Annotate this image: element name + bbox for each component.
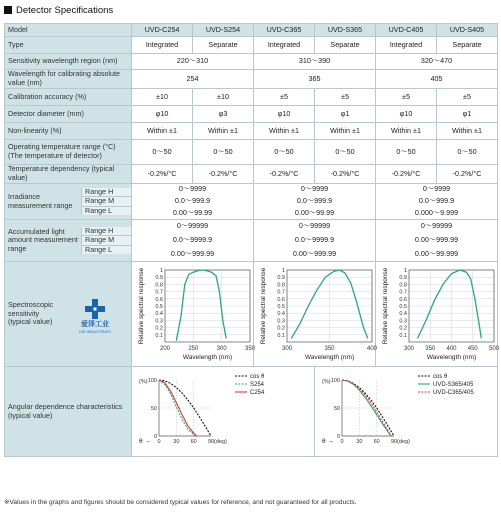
x-tick-label: 350 bbox=[324, 345, 335, 352]
non-linearity-value: Within ±1 bbox=[437, 123, 498, 140]
accumulated-value: 0.00～999.99 bbox=[376, 234, 498, 248]
accumulated-value: 0.0～9999.9 bbox=[254, 234, 376, 248]
irradiance-range-m: Range M bbox=[82, 197, 131, 207]
x-tick-label: 0 bbox=[157, 438, 161, 445]
temp-dependency-value: -0.2%/°C bbox=[437, 165, 498, 184]
x-tick-label: 300 bbox=[216, 345, 227, 352]
y-tick-label: 0 bbox=[336, 433, 340, 440]
sensitivity-value: 310～390 bbox=[254, 54, 376, 70]
irradiance-value: 0.000～9.999 bbox=[376, 208, 498, 220]
irradiance-range-h: Range H bbox=[82, 188, 131, 198]
temp-dependency-value: -0.2%/°C bbox=[193, 165, 254, 184]
type-value: Separate bbox=[193, 37, 254, 54]
x-tick-label: 300 bbox=[281, 345, 293, 352]
angular-chart-cell-2 bbox=[315, 367, 498, 457]
type-value: Integrated bbox=[254, 37, 315, 54]
theta-label: θ → bbox=[139, 437, 151, 445]
spectroscopic-row bbox=[5, 262, 498, 367]
x-tick-label: 350 bbox=[425, 345, 436, 352]
angular-label: Angular dependence characteristics (typical value) bbox=[5, 367, 132, 457]
detector-diameter-row bbox=[5, 106, 498, 123]
y-tick-label: 0.9 bbox=[277, 274, 285, 281]
irradiance-range-l: Range L bbox=[85, 205, 113, 215]
detector-diameter-label: Detector diameter (mm) bbox=[5, 106, 132, 123]
x-axis-label: Wavelength (nm) bbox=[304, 353, 355, 361]
angular-chart-254 bbox=[135, 368, 318, 456]
calibration-accuracy-value: ±5 bbox=[254, 89, 315, 106]
spectroscopic-cell bbox=[5, 262, 132, 367]
y-tick-label: 0.6 bbox=[399, 296, 407, 303]
irradiance-value: 0～9999 bbox=[132, 184, 254, 196]
accumulated-label: Accumulated light amount measurement range bbox=[5, 227, 82, 255]
spectral-chart-cell-1 bbox=[132, 262, 254, 367]
operating-temp-label: Operating temperature range (°C) (The temperature of detector) bbox=[5, 140, 132, 165]
y-tick-label: 100 bbox=[330, 377, 340, 384]
detector-diameter-value: φ3 bbox=[193, 106, 254, 123]
temp-dependency-value: -0.2%/°C bbox=[376, 165, 437, 184]
non-linearity-label: Non-linearity (%) bbox=[5, 123, 132, 140]
y-tick-label: 0.5 bbox=[399, 303, 407, 310]
y-tick-label: 0.7 bbox=[399, 289, 407, 296]
y-tick-label: 0.5 bbox=[277, 303, 285, 310]
x-tick-label: 90 bbox=[207, 438, 215, 445]
spectral-chart-cell-3 bbox=[376, 262, 498, 367]
x-tick-label: 400 bbox=[366, 345, 378, 352]
y-tick-label: 0.2 bbox=[155, 325, 163, 332]
operating-temp-value: 0～50 bbox=[132, 140, 193, 165]
legend-label: cos θ bbox=[250, 373, 265, 380]
footnote: ※Values in the graphs and figures should be considered typical values for reference, and not guaranteed for all products. bbox=[4, 499, 357, 506]
x-axis-label: Wavelength (nm) bbox=[426, 353, 477, 361]
model-label: Model bbox=[5, 24, 132, 37]
spec-table bbox=[4, 23, 498, 457]
operating-temp-row bbox=[5, 140, 498, 165]
y-axis-label: Relative spectral response bbox=[382, 267, 389, 344]
calibration-accuracy-value: ±5 bbox=[315, 89, 376, 106]
calibrating-wavelength-value: 365 bbox=[254, 70, 376, 89]
calibration-accuracy-row bbox=[5, 89, 498, 106]
y-tick-label: 1 bbox=[403, 267, 407, 274]
x-tick-label: 60 bbox=[373, 438, 380, 445]
spectral-curve bbox=[418, 270, 482, 338]
calibration-accuracy-label: Calibration accuracy (%) bbox=[5, 89, 132, 106]
y-tick-label: 0.8 bbox=[277, 281, 285, 288]
y-unit-label: (%) bbox=[322, 378, 331, 385]
logo bbox=[62, 294, 128, 334]
spectroscopic-label: Spectroscopic sensitivity (typical value) bbox=[8, 300, 54, 327]
x-unit-label: (deg) bbox=[214, 438, 227, 445]
calibration-accuracy-value: ±10 bbox=[132, 89, 193, 106]
accumulated-value: 0～99999 bbox=[132, 220, 254, 234]
non-linearity-value: Within ±1 bbox=[193, 123, 254, 140]
model-row bbox=[5, 24, 498, 37]
y-tick-label: 0.3 bbox=[399, 317, 407, 324]
legend-label: UVD-S365/405 bbox=[433, 381, 474, 388]
sensitivity-label: Sensitivity wavelength region (nm) bbox=[5, 54, 132, 70]
irradiance-value: 0.0～999.9 bbox=[376, 196, 498, 208]
calibration-accuracy-value: ±5 bbox=[376, 89, 437, 106]
accumulated-value: 0～99999 bbox=[254, 220, 376, 234]
temp-dependency-value: -0.2%/°C bbox=[254, 165, 315, 184]
logo-name: 爱泽工业 bbox=[81, 321, 109, 328]
y-tick-label: 0.2 bbox=[277, 325, 285, 332]
detector-diameter-value: φ1 bbox=[437, 106, 498, 123]
angular-row bbox=[5, 367, 498, 457]
x-tick-label: 300 bbox=[403, 345, 415, 352]
ize-logo-icon bbox=[84, 298, 106, 320]
theta-label: θ → bbox=[322, 437, 334, 445]
sensitivity-value: 320～470 bbox=[376, 54, 498, 70]
y-tick-label: 0.8 bbox=[399, 281, 407, 288]
angular-chart-365-405 bbox=[318, 368, 501, 456]
non-linearity-value: Within ±1 bbox=[376, 123, 437, 140]
spectral-chart-254 bbox=[135, 263, 256, 366]
y-tick-label: 0.6 bbox=[155, 296, 163, 303]
accumulated-cell bbox=[5, 220, 132, 262]
accumulated-value: 0.00～99.999 bbox=[376, 248, 498, 262]
calibration-accuracy-value: ±5 bbox=[437, 89, 498, 106]
y-tick-label: 0 bbox=[153, 433, 157, 440]
operating-temp-value: 0～50 bbox=[437, 140, 498, 165]
model-2: UVD-S254 bbox=[193, 24, 254, 37]
operating-temp-value: 0～50 bbox=[193, 140, 254, 165]
temp-dependency-value: -0.2%/°C bbox=[315, 165, 376, 184]
x-tick-label: 350 bbox=[244, 345, 256, 352]
y-tick-label: 1 bbox=[281, 267, 285, 274]
spectral-chart-cell-2 bbox=[254, 262, 376, 367]
x-tick-label: 0 bbox=[340, 438, 344, 445]
section-heading bbox=[4, 4, 113, 18]
type-value: Integrated bbox=[376, 37, 437, 54]
y-tick-label: 0.6 bbox=[277, 296, 285, 303]
non-linearity-value: Within ±1 bbox=[132, 123, 193, 140]
temp-dependency-label: Temperature dependency (typical value) bbox=[5, 165, 132, 184]
type-value: Separate bbox=[315, 37, 376, 54]
y-axis-label: Relative spectral response bbox=[260, 267, 267, 344]
y-tick-label: 0.5 bbox=[155, 303, 163, 310]
spectral-chart-365 bbox=[257, 263, 378, 366]
y-tick-label: 0.9 bbox=[399, 274, 407, 281]
x-tick-label: 450 bbox=[467, 345, 478, 352]
irradiance-value: 0.00～99.99 bbox=[254, 208, 376, 220]
y-tick-label: 1 bbox=[159, 267, 163, 274]
y-tick-label: 0.1 bbox=[155, 332, 163, 339]
irradiance-row-h bbox=[5, 184, 498, 196]
accumulated-value: 0.00～999.99 bbox=[132, 248, 254, 262]
irradiance-value: 0.0～999.9 bbox=[254, 196, 376, 208]
x-tick-label: 250 bbox=[188, 345, 199, 352]
y-tick-label: 0.4 bbox=[155, 310, 163, 317]
accumulated-range-m: Range M bbox=[82, 236, 131, 246]
x-tick-label: 90 bbox=[390, 438, 398, 445]
detector-diameter-value: φ1 bbox=[315, 106, 376, 123]
calibrating-wavelength-value: 405 bbox=[376, 70, 498, 89]
temp-dependency-value: -0.2%/°C bbox=[132, 165, 193, 184]
y-tick-label: 0.8 bbox=[155, 281, 163, 288]
irradiance-cell bbox=[5, 184, 132, 220]
type-value: Separate bbox=[437, 37, 498, 54]
section-heading-text: Detector Specifications bbox=[16, 5, 114, 16]
y-tick-label: 0.1 bbox=[399, 332, 407, 339]
model-1: UVD-C254 bbox=[132, 24, 193, 37]
x-tick-label: 200 bbox=[159, 345, 171, 352]
calibration-accuracy-value: ±10 bbox=[193, 89, 254, 106]
spectral-chart-405 bbox=[379, 263, 500, 366]
x-tick-label: 500 bbox=[488, 345, 500, 352]
y-tick-label: 0.3 bbox=[155, 317, 163, 324]
y-tick-label: 0.7 bbox=[155, 289, 163, 296]
irradiance-value: 0.00～99.99 bbox=[132, 208, 254, 220]
operating-temp-value: 0～50 bbox=[376, 140, 437, 165]
logo-sub: IZE INDUSTRIES bbox=[79, 329, 111, 334]
calibrating-wavelength-row bbox=[5, 70, 498, 89]
y-unit-label: (%) bbox=[139, 378, 148, 385]
legend-label: S254 bbox=[250, 381, 265, 388]
operating-temp-value: 0～50 bbox=[315, 140, 376, 165]
detector-diameter-value: φ10 bbox=[254, 106, 315, 123]
y-tick-label: 50 bbox=[150, 405, 157, 412]
x-unit-label: (deg) bbox=[397, 438, 410, 445]
accumulated-range-l: Range L bbox=[85, 244, 113, 254]
accumulated-value: 0.00～999.99 bbox=[254, 248, 376, 262]
legend-label: UVD-C365/405 bbox=[433, 389, 474, 396]
angular-chart-cell-1 bbox=[132, 367, 315, 457]
x-tick-label: 400 bbox=[446, 345, 457, 352]
temp-dependency-row bbox=[5, 165, 498, 184]
non-linearity-row bbox=[5, 123, 498, 140]
x-tick-label: 30 bbox=[173, 438, 180, 445]
type-value: Integrated bbox=[132, 37, 193, 54]
irradiance-value: 0～9999 bbox=[254, 184, 376, 196]
model-6: UVD-S405 bbox=[437, 24, 498, 37]
detector-diameter-value: φ10 bbox=[132, 106, 193, 123]
type-row bbox=[5, 37, 498, 54]
sensitivity-row bbox=[5, 54, 498, 70]
irradiance-label: Irradiance measurement range bbox=[5, 188, 82, 216]
accumulated-range-h: Range H bbox=[82, 227, 131, 237]
y-tick-label: 100 bbox=[147, 377, 157, 384]
irradiance-value: 0～9999 bbox=[376, 184, 498, 196]
spectral-curve bbox=[176, 270, 226, 341]
non-linearity-value: Within ±1 bbox=[254, 123, 315, 140]
accumulated-row-h bbox=[5, 220, 498, 234]
y-tick-label: 0.9 bbox=[155, 274, 163, 281]
accumulated-value: 0～99999 bbox=[376, 220, 498, 234]
accumulated-value: 0.0～9999.9 bbox=[132, 234, 254, 248]
detector-diameter-value: φ10 bbox=[376, 106, 437, 123]
sensitivity-value: 220～310 bbox=[132, 54, 254, 70]
legend-label: cos θ bbox=[433, 373, 448, 380]
non-linearity-value: Within ±1 bbox=[315, 123, 376, 140]
model-4: UVD-S365 bbox=[315, 24, 376, 37]
y-tick-label: 50 bbox=[333, 405, 340, 412]
y-tick-label: 0.7 bbox=[277, 289, 285, 296]
legend-label: C254 bbox=[250, 389, 265, 396]
y-tick-label: 0.3 bbox=[277, 317, 285, 324]
y-tick-label: 0.2 bbox=[399, 325, 407, 332]
operating-temp-value: 0～50 bbox=[254, 140, 315, 165]
y-tick-label: 0.4 bbox=[277, 310, 285, 317]
y-tick-label: 0.1 bbox=[277, 332, 285, 339]
type-label: Type bbox=[5, 37, 132, 54]
irradiance-value: 0.0～999.9 bbox=[132, 196, 254, 208]
x-tick-label: 60 bbox=[190, 438, 197, 445]
x-tick-label: 30 bbox=[356, 438, 363, 445]
y-tick-label: 0.4 bbox=[399, 310, 407, 317]
model-3: UVD-C365 bbox=[254, 24, 315, 37]
y-axis-label: Relative spectral response bbox=[138, 267, 145, 344]
model-5: UVD-C405 bbox=[376, 24, 437, 37]
heading-square-icon bbox=[4, 6, 12, 14]
calibrating-wavelength-label: Wavelength for calibrating absolute value (nm) bbox=[5, 70, 132, 89]
calibrating-wavelength-value: 254 bbox=[132, 70, 254, 89]
x-axis-label: Wavelength (nm) bbox=[182, 353, 233, 361]
